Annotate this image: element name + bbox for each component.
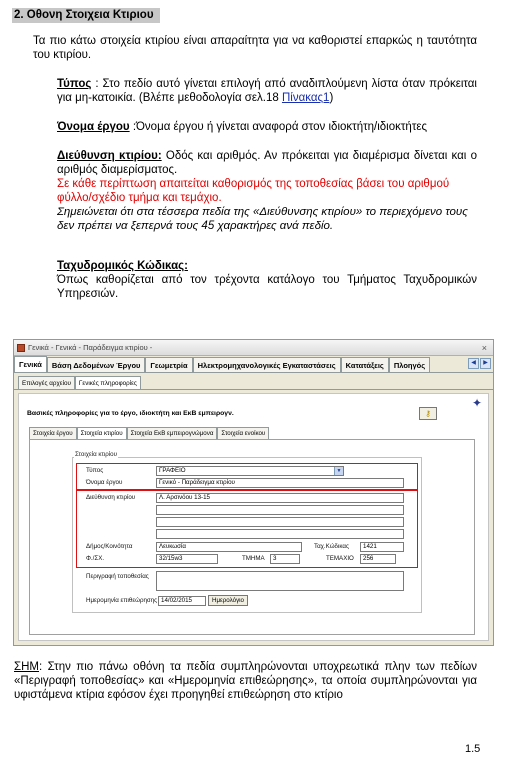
label-dimos: Δήμος/Κοινότητα: [86, 543, 133, 550]
tab-epiloges-arxeiou[interactable]: Επιλογές αρχείου: [18, 376, 75, 389]
tab-stoixeia-ekb[interactable]: Στοιχεία ΕκΒ εμπειρογνώμονα: [127, 427, 218, 439]
section-heading: 2. Οθονη Στοιχεια Κτιριου: [12, 8, 160, 23]
address-line-4[interactable]: [156, 529, 404, 539]
typos-text: : Στο πεδίο αυτό γίνεται επιλογή από αναδιπλούμενη λίστα όταν πρόκειται για μη-κατοικία. (Βλέπε μεθοδολογία σελ.18: [57, 78, 477, 104]
tab-stoixeia-ergou[interactable]: Στοιχεία έργου: [29, 427, 77, 439]
address-line-1[interactable]: Λ. Αρσινόου 13-15: [156, 493, 404, 503]
label-perigrafi: Περιγραφή τοποθεσίας: [86, 573, 149, 580]
tab-vasi-dedomenon[interactable]: Βάση Δεδομένων Έργου: [47, 357, 146, 372]
dieuthynsi-term: Διεύθυνση κτιρίου:: [57, 150, 162, 162]
building-details-panel: [29, 439, 475, 635]
tk-term: Ταχυδρομικός Κώδικας:: [57, 260, 188, 272]
app-icon: [17, 344, 25, 352]
label-dieuthynsi: Διεύθυνση κτιρίου: [86, 494, 136, 501]
tab-genika[interactable]: Γενικά: [14, 356, 47, 372]
intro-paragraph: Τα πιο κάτω στοιχεία κτιρίου είναι απαραίτητα για να καθοριστεί επαρκώς η ταυτότητα του κτιρίου.: [33, 35, 477, 61]
group-label: Στοιχεία κτιρίου: [75, 451, 118, 458]
inner-tabs: [29, 427, 269, 439]
general-info-panel: [18, 393, 489, 641]
temaxio-field[interactable]: 256: [360, 554, 396, 564]
panel-title: Βασικές πληροφορίες για το έργο, ιδιοκτήτη και ΕκΒ εμπειρογν.: [27, 410, 234, 417]
tk-field[interactable]: 1421: [360, 542, 404, 552]
chevron-down-icon[interactable]: ▼: [334, 467, 343, 475]
typos-select[interactable]: [156, 466, 344, 476]
dieuthynsi-italic-note: Σημειώνεται ότι στα τέσσερα πεδία της «Διεύθυνσης κτιρίου» το περιεχόμενο τους δεν πρέπει να ξεπερνά τους 45 χαρακτήρες ανά πεδίο.: [57, 206, 468, 232]
dieuthynsi-paragraph: [57, 149, 477, 177]
tab-kataxeis[interactable]: Κατατάξεις: [341, 357, 389, 372]
tk-text: Όπως καθορίζεται από τον τρέχοντα κατάλογο του Τμήματος Ταχυδρομικών Υπηρεσιών.: [57, 274, 477, 300]
tab-ploigos[interactable]: Πλοηγός: [389, 357, 430, 372]
sim-paragraph: [14, 660, 477, 702]
typos-term: Τύπος: [57, 78, 92, 90]
sim-text: : Στην πιο πάνω οθόνη τα πεδία συμπληρώνονται υποχρεωτικά πλην των πεδίων «Περιγραφή τοποθεσίας» και «Ημερομηνία επιθεώρησης», τα οποία συμπληρώνονται για υφιστάμενα κτίρια εφόσον έχει προηγηθεί επιθεώρηση στο κτίριο: [14, 661, 477, 701]
main-tabs: [14, 356, 493, 373]
sim-term: ΣΗΜ: [14, 661, 39, 673]
label-fsx: Φ./ΣΧ.: [86, 555, 105, 562]
typos-end: ): [329, 92, 334, 104]
tab-geometria[interactable]: Γεωμετρία: [145, 357, 192, 372]
onoma-field[interactable]: Γενικό - Παράδειγμα κτιρίου: [156, 478, 404, 488]
perigrafi-field[interactable]: [156, 571, 404, 591]
calendar-button[interactable]: Ημερολόγιο: [208, 595, 248, 606]
screenshot-window: [13, 339, 494, 646]
key-icon[interactable]: ⚷: [419, 407, 437, 420]
onoma-paragraph: [57, 120, 477, 134]
onoma-term: Όνομα έργου: [57, 121, 130, 133]
tab-scroll-controls: [468, 358, 491, 369]
fsx-field[interactable]: 32/15w3: [156, 554, 218, 564]
onoma-text: :Όνομα έργου ή γίνεται αναφορά στον ιδιοκτήτη/ιδιοκτήτες: [129, 121, 428, 133]
address-line-2[interactable]: [156, 505, 404, 515]
label-date: Ημερομηνία επιθεώρησης: [86, 597, 158, 604]
tab-ilektromichanologikes[interactable]: Ηλεκτρομηχανολογικές Εγκαταστάσεις: [193, 357, 341, 372]
close-icon[interactable]: ×: [481, 343, 487, 353]
dieuthynsi-red-note: Σε κάθε περίπτωση απαιτείται καθορισμός της τοποθεσίας βάσει του αριθμού φύλλο/σχέδιο τμήμα και τεμάχιο.: [57, 178, 450, 204]
scroll-right-icon[interactable]: ▶: [480, 358, 491, 369]
tab-stoixeia-enoikou[interactable]: Στοιχεία ενοίκου: [217, 427, 269, 439]
scroll-left-icon[interactable]: ◀: [468, 358, 479, 369]
sub-tabs: [14, 376, 493, 390]
label-tk: Ταχ.Κώδικας: [314, 543, 349, 550]
tk-paragraph: [57, 259, 477, 301]
dieuthynsi-text: Οδός και αριθμός. Αν πρόκειται για διαμέρισμα δίνεται και ο αριθμός διαμερίσματος.: [57, 150, 477, 176]
typos-paragraph: [57, 77, 477, 105]
label-tmima: ΤΜΗΜΑ: [242, 555, 265, 562]
date-field[interactable]: 14/02/2015: [158, 596, 206, 606]
tab-genikes-plirofories[interactable]: Γενικές πληροφορίες: [75, 376, 141, 389]
window-title-bar: [14, 340, 493, 356]
window-title: Γενικά - Γενικά - Παράδειγμα κτιρίου -: [28, 343, 153, 352]
dimos-field[interactable]: Λευκωσία: [156, 542, 302, 552]
page-number: 1.5: [465, 743, 481, 755]
logo-icon: ✦: [471, 396, 482, 410]
typos-value: ΓΡΑΦΕΙΟ: [159, 467, 186, 474]
label-typos: Τύπος: [86, 467, 104, 474]
address-line-3[interactable]: [156, 517, 404, 527]
label-onoma: Όνομα έργου: [86, 479, 123, 486]
label-temaxio: ΤΕΜΑΧΙΟ: [326, 555, 354, 562]
pinakas1-link[interactable]: Πίνακας1: [281, 92, 330, 104]
tab-stoixeia-ktiriou[interactable]: Στοιχεία κτιρίου: [77, 427, 127, 439]
tmima-field[interactable]: 3: [270, 554, 300, 564]
